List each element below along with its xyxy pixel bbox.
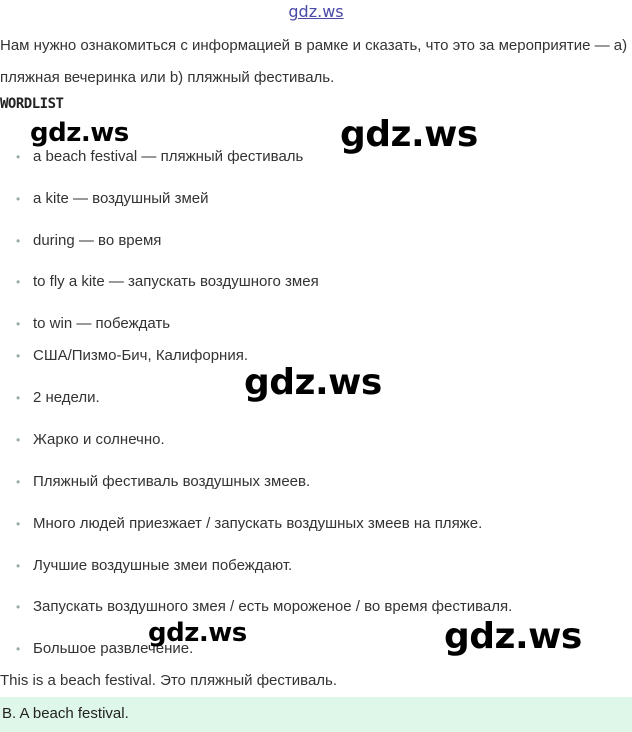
watermark: gdz.ws	[244, 362, 382, 403]
list-item: • Лучшие воздушные змеи побеждают.	[16, 557, 293, 574]
watermark: gdz.ws	[148, 618, 247, 648]
list-item: • a kite — воздушный змей	[16, 190, 209, 207]
site-logo-link[interactable]: gdz.ws	[288, 2, 344, 21]
bullet-icon: •	[16, 234, 21, 249]
watermark: gdz.ws	[30, 118, 129, 148]
bullet-icon: •	[16, 642, 21, 657]
list-item: • to fly a kite — запускать воздушного змея	[16, 273, 319, 290]
watermark: gdz.ws	[340, 114, 478, 155]
bullet-icon: •	[16, 275, 21, 290]
bullet-icon: •	[16, 150, 21, 165]
bullet-icon: •	[16, 433, 21, 448]
list-item: • Жарко и солнечно.	[16, 431, 165, 448]
list-item: • Большое развлечение.	[16, 640, 194, 657]
list-item: • Много людей приезжает / запускать воздушных змеев на пляже.	[16, 515, 483, 532]
list-item: • Запускать воздушного змея / есть мороженое / во время фестиваля.	[16, 598, 513, 615]
list-item: • Пляжный фестиваль воздушных змеев.	[16, 473, 311, 490]
bullet-icon: •	[16, 391, 21, 406]
list-item: • 2 недели.	[16, 389, 100, 406]
list-item: • США/Пизмо-Бич, Калифорния.	[16, 347, 249, 364]
conclusion-text: This is a beach festival. Это пляжный фестиваль.	[0, 672, 338, 689]
watermark: gdz.ws	[444, 616, 582, 657]
bullet-icon: •	[16, 475, 21, 490]
bullet-icon: •	[16, 192, 21, 207]
bullet-icon: •	[16, 559, 21, 574]
list-item: • during — во время	[16, 232, 162, 249]
answer-box	[0, 697, 632, 732]
task-description: Нам нужно ознакомиться с информацией в рамке и сказать, что это за мероприятие — а) пляжная вечеринка или b) пляжный фестиваль.	[0, 37, 628, 86]
list-item: • a beach festival — пляжный фестиваль	[16, 148, 304, 165]
bullet-icon: •	[16, 600, 21, 615]
answer-text: B. A beach festival.	[2, 705, 129, 722]
bullet-icon: •	[16, 317, 21, 332]
bullet-icon: •	[16, 517, 21, 532]
bullet-icon: •	[16, 349, 21, 364]
wordlist-heading: WORDLIST	[0, 96, 64, 112]
list-item: • to win — побеждать	[16, 315, 171, 332]
